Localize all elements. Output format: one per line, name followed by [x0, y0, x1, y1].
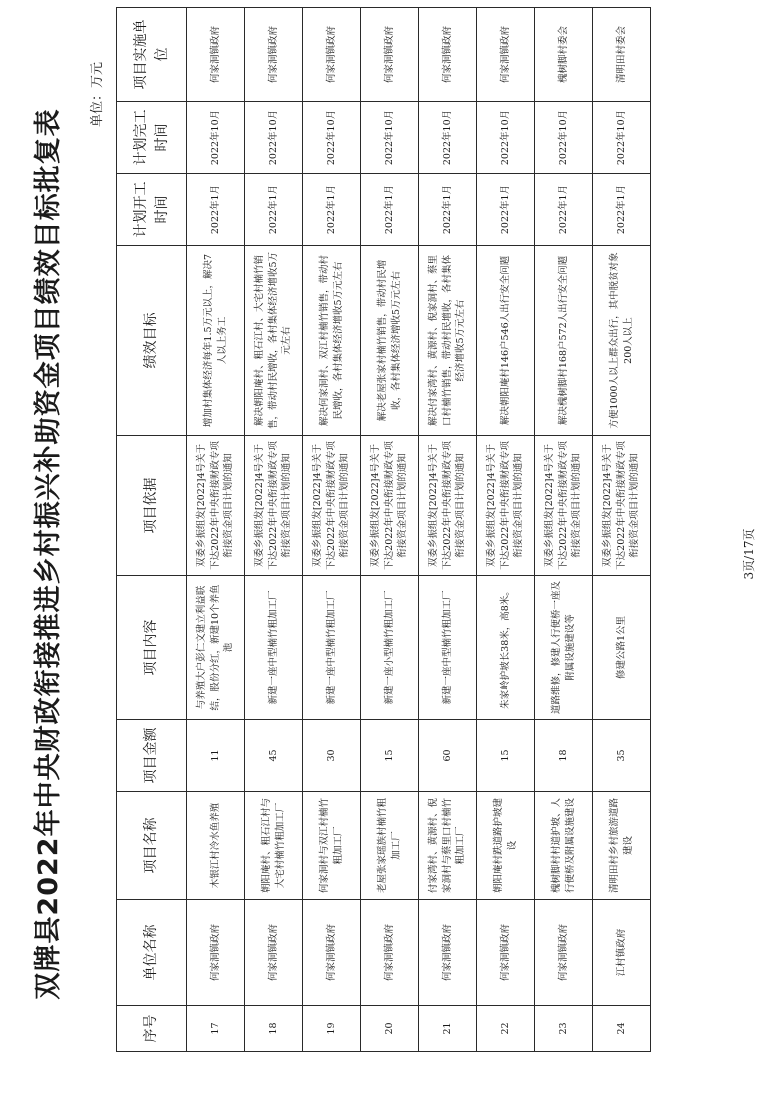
unit-name-cell: 何家洞镇政府	[245, 900, 303, 1006]
amount-cell: 35	[593, 720, 651, 792]
seq-cell: 19	[303, 1006, 361, 1052]
seq-cell: 22	[477, 1006, 535, 1052]
amount-cell: 15	[477, 720, 535, 792]
unit-name-cell: 何家洞镇政府	[187, 900, 245, 1006]
content-cell: 修建公路1公里	[593, 576, 651, 720]
content-cell: 朱家岭护坡长38米，高8米。	[477, 576, 535, 720]
goal-cell: 解决朝阳庵村、粗石江村、大宅村楠竹销售，带动村民增收，各村集体经济增收5万元左右	[245, 246, 303, 436]
header-row	[117, 8, 187, 1052]
project-name-cell: 木银江村冷水鱼养殖	[187, 792, 245, 900]
amount-cell: 60	[419, 720, 477, 792]
content-cell: 与养殖大户彭仁文建立利益联结，股份分红，新建10个养鱼池	[187, 576, 245, 720]
basis-cell: 双委乡振组发[2022]4号关于下达2022年中央衔接财政专项衔接资金项目计划的通知	[245, 436, 303, 576]
amount-cell: 11	[187, 720, 245, 792]
implementer-cell: 何家洞镇政府	[245, 8, 303, 102]
goal-cell: 方便1000人以上群众出行，其中脱贫对象200人以上	[593, 246, 651, 436]
basis-cell: 双委乡振组发[2022]4号关于下达2022年中央衔接财政专项衔接资金项目计划的通知	[419, 436, 477, 576]
table-row	[187, 8, 245, 1052]
seq-cell: 17	[187, 1006, 245, 1052]
project-name-cell: 槐树脚村村道护坡、人行便桥及附属设施建设	[535, 792, 593, 900]
project-name-cell: 清明田村乡村旅游道路建设	[593, 792, 651, 900]
header-cell: 计划开工时间	[117, 174, 187, 246]
project-name-cell: 朝阳庵村跌道路护坡建设	[477, 792, 535, 900]
unit-name-cell: 何家洞镇政府	[535, 900, 593, 1006]
end-date-cell: 2022年10月	[187, 102, 245, 174]
basis-cell: 双委乡振组发[2022]4号关于下达2022年中央衔接财政专项衔接资金项目计划的通知	[477, 436, 535, 576]
project-table	[116, 7, 651, 1052]
unit-name-cell: 何家洞镇政府	[477, 900, 535, 1006]
header-cell: 绩效目标	[117, 246, 187, 436]
start-date-cell: 2022年1月	[535, 174, 593, 246]
start-date-cell: 2022年1月	[593, 174, 651, 246]
start-date-cell: 2022年1月	[477, 174, 535, 246]
table-row	[477, 8, 535, 1052]
end-date-cell: 2022年10月	[245, 102, 303, 174]
header-cell: 项目实施单位	[117, 8, 187, 102]
implementer-cell: 何家洞镇政府	[477, 8, 535, 102]
seq-cell: 23	[535, 1006, 593, 1052]
amount-cell: 30	[303, 720, 361, 792]
implementer-cell: 何家洞镇政府	[187, 8, 245, 102]
project-name-cell: 老屋张家瑶族村楠竹粗加工厂	[361, 792, 419, 900]
amount-cell: 15	[361, 720, 419, 792]
implementer-cell: 何家洞镇政府	[419, 8, 477, 102]
header-cell: 项目名称	[117, 792, 187, 900]
content-cell: 新建一座中型楠竹粗加工厂	[245, 576, 303, 720]
implementer-cell: 何家洞镇政府	[361, 8, 419, 102]
unit-label: 单位：万元	[90, 62, 105, 128]
table-row	[361, 8, 419, 1052]
goal-cell: 解决老屋张家村楠竹销售，带动村民增收，各村集体经济增收5万元左右	[361, 246, 419, 436]
goal-cell: 解决朝阳庵村146户546人出行安全问题	[477, 246, 535, 436]
table-row	[535, 8, 593, 1052]
start-date-cell: 2022年1月	[187, 174, 245, 246]
start-date-cell: 2022年1月	[303, 174, 361, 246]
implementer-cell: 清明田村委会	[593, 8, 651, 102]
header-cell: 单位名称	[117, 900, 187, 1006]
implementer-cell: 何家洞镇政府	[303, 8, 361, 102]
table-row	[593, 8, 651, 1052]
start-date-cell: 2022年1月	[245, 174, 303, 246]
amount-cell: 45	[245, 720, 303, 792]
start-date-cell: 2022年1月	[361, 174, 419, 246]
page-number: 3页/17页	[742, 528, 756, 580]
unit-name-cell: 何家洞镇政府	[303, 900, 361, 1006]
goal-cell: 解决何家洞村、双江村楠竹销售，带动村民增收，各村集体经济增收5万元左右	[303, 246, 361, 436]
content-cell: 新建一座中型楠竹粗加工厂	[303, 576, 361, 720]
header-cell: 项目依据	[117, 436, 187, 576]
basis-cell: 双委乡振组发[2022]4号关于下达2022年中央衔接财政专项衔接资金项目计划的通知	[593, 436, 651, 576]
content-cell: 道路维修，修建人行便桥一座及附属设施建设等	[535, 576, 593, 720]
table-row	[419, 8, 477, 1052]
end-date-cell: 2022年10月	[361, 102, 419, 174]
project-name-cell: 付家湾村、黄源村、倪家洞村与蔡里口村楠竹粗加工厂	[419, 792, 477, 900]
end-date-cell: 2022年10月	[303, 102, 361, 174]
table-row	[303, 8, 361, 1052]
content-cell: 新建一座小型楠竹粗加工厂	[361, 576, 419, 720]
seq-cell: 18	[245, 1006, 303, 1052]
unit-name-cell: 江村镇政府	[593, 900, 651, 1006]
project-name-cell: 朝阳庵村、粗石江村与大宅村楠竹粗加工厂	[245, 792, 303, 900]
table-row	[245, 8, 303, 1052]
end-date-cell: 2022年10月	[535, 102, 593, 174]
basis-cell: 双委乡振组发[2022]4号关于下达2022年中央衔接财政专项衔接资金项目计划的通知	[187, 436, 245, 576]
document-title: 双牌县2022年中央财政衔接推进乡村振兴补助资金项目绩效目标批复表	[33, 108, 64, 1000]
header-cell: 计划完工时间	[117, 102, 187, 174]
unit-name-cell: 何家洞镇政府	[419, 900, 477, 1006]
start-date-cell: 2022年1月	[419, 174, 477, 246]
goal-cell: 解决付家湾村、黄源村、倪家洞村、蔡里口村楠竹销售，带动村民增收，各村集体经济增收5万元左右	[419, 246, 477, 436]
seq-cell: 21	[419, 1006, 477, 1052]
seq-cell: 20	[361, 1006, 419, 1052]
amount-cell: 18	[535, 720, 593, 792]
basis-cell: 双委乡振组发[2022]4号关于下达2022年中央衔接财政专项衔接资金项目计划的通知	[303, 436, 361, 576]
header-cell: 项目内容	[117, 576, 187, 720]
end-date-cell: 2022年10月	[477, 102, 535, 174]
seq-cell: 24	[593, 1006, 651, 1052]
project-name-cell: 何家洞村与双江村楠竹粗加工厂	[303, 792, 361, 900]
basis-cell: 双委乡振组发[2022]4号关于下达2022年中央衔接财政专项衔接资金项目计划的通知	[535, 436, 593, 576]
basis-cell: 双委乡振组发[2022]4号关于下达2022年中央衔接财政专项衔接资金项目计划的通知	[361, 436, 419, 576]
goal-cell: 增加村集体经济每年1.5万元以上，解决7人以上务工	[187, 246, 245, 436]
end-date-cell: 2022年10月	[419, 102, 477, 174]
header-cell: 序号	[117, 1006, 187, 1052]
implementer-cell: 槐树脚村委会	[535, 8, 593, 102]
end-date-cell: 2022年10月	[593, 102, 651, 174]
unit-name-cell: 何家洞镇政府	[361, 900, 419, 1006]
header-cell: 项目金额	[117, 720, 187, 792]
content-cell: 新建一座中型楠竹粗加工厂	[419, 576, 477, 720]
goal-cell: 解决槐树脚村168户572人出行安全问题	[535, 246, 593, 436]
